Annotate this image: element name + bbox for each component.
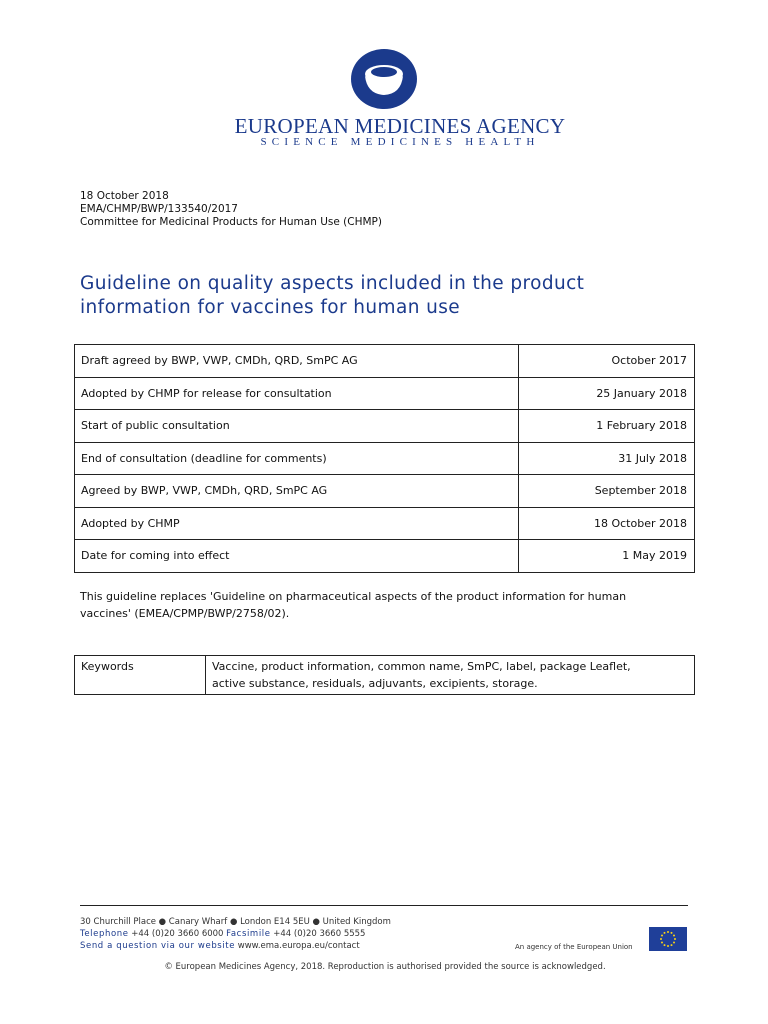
keywords-label: Keywords [75,656,206,695]
title-line: information for vaccines for human use [80,297,461,318]
event-cell: Draft agreed by BWP, VWP, CMDh, QRD, SmPC AG [75,345,519,378]
table-row [75,345,695,378]
table-row [75,442,695,475]
date-cell: 18 October 2018 [519,507,695,540]
replaces-line: vaccines' (EMEA/CPMP/BWP/2758/02). [80,607,290,620]
keywords-value [206,656,695,695]
table-row [75,540,695,573]
date-cell: September 2018 [519,475,695,508]
telephone-label: Telephone [80,929,129,939]
table-row [75,410,695,443]
footer-address: 30 Churchill Place ● Canary Wharf ● London E14 5EU ● United Kingdom [80,917,391,927]
footer-phone-line [80,928,391,940]
date-cell: 1 February 2018 [519,410,695,443]
eu-agency-text: An agency of the European Union [515,943,633,951]
date-cell: 31 July 2018 [519,442,695,475]
event-cell: Date for coming into effect [75,540,519,573]
agency-tagline: SCIENCE MEDICINES HEALTH [260,136,540,148]
document-reference: EMA/CHMP/BWP/133540/2017 [80,203,238,215]
date-cell: 25 January 2018 [519,377,695,410]
facsimile-label: Facsimile [226,929,271,939]
copyright-notice: © European Medicines Agency, 2018. Reproduction is authorised provided the source is acknowledged. [164,962,606,972]
document-date: 18 October 2018 [80,190,169,202]
replaces-line: This guideline replaces 'Guideline on pharmaceutical aspects of the product information for human [80,590,627,603]
event-cell: Agreed by BWP, VWP, CMDh, QRD, SmPC AG [75,475,519,508]
date-cell: 1 May 2019 [519,540,695,573]
history-table [74,344,695,573]
event-cell: Adopted by CHMP for release for consultation [75,377,519,410]
event-cell: Start of public consultation [75,410,519,443]
question-label: Send a question via our website [80,941,236,951]
event-cell: Adopted by CHMP [75,507,519,540]
ema-logo-icon [0,48,768,110]
keywords-line: Vaccine, product information, common name, SmPC, label, package Leaflet, [212,660,631,673]
footer-contact [80,916,391,952]
table-row [75,507,695,540]
title-line: Guideline on quality aspects included in the product [80,273,585,294]
agency-name: EUROPEAN MEDICINES AGENCY [234,114,566,138]
document-title [80,272,680,320]
facsimile-number: +44 (0)20 3660 5555 [273,929,366,939]
table-row [75,377,695,410]
table-row [75,475,695,508]
document-meta [80,190,382,229]
website-link[interactable]: www.ema.europa.eu/contact [237,941,360,951]
eu-flag-icon [649,927,687,951]
footer-question-line [80,940,391,952]
committee-name: Committee for Medicinal Products for Human Use (CHMP) [80,216,382,228]
replaces-note [80,588,690,622]
footer-divider [80,905,688,906]
table-row [75,656,695,695]
telephone-number: +44 (0)20 3660 6000 [131,929,224,939]
event-cell: End of consultation (deadline for comments) [75,442,519,475]
keywords-line: active substance, residuals, adjuvants, excipients, storage. [212,677,538,690]
date-cell: October 2017 [519,345,695,378]
keywords-table [74,655,695,695]
